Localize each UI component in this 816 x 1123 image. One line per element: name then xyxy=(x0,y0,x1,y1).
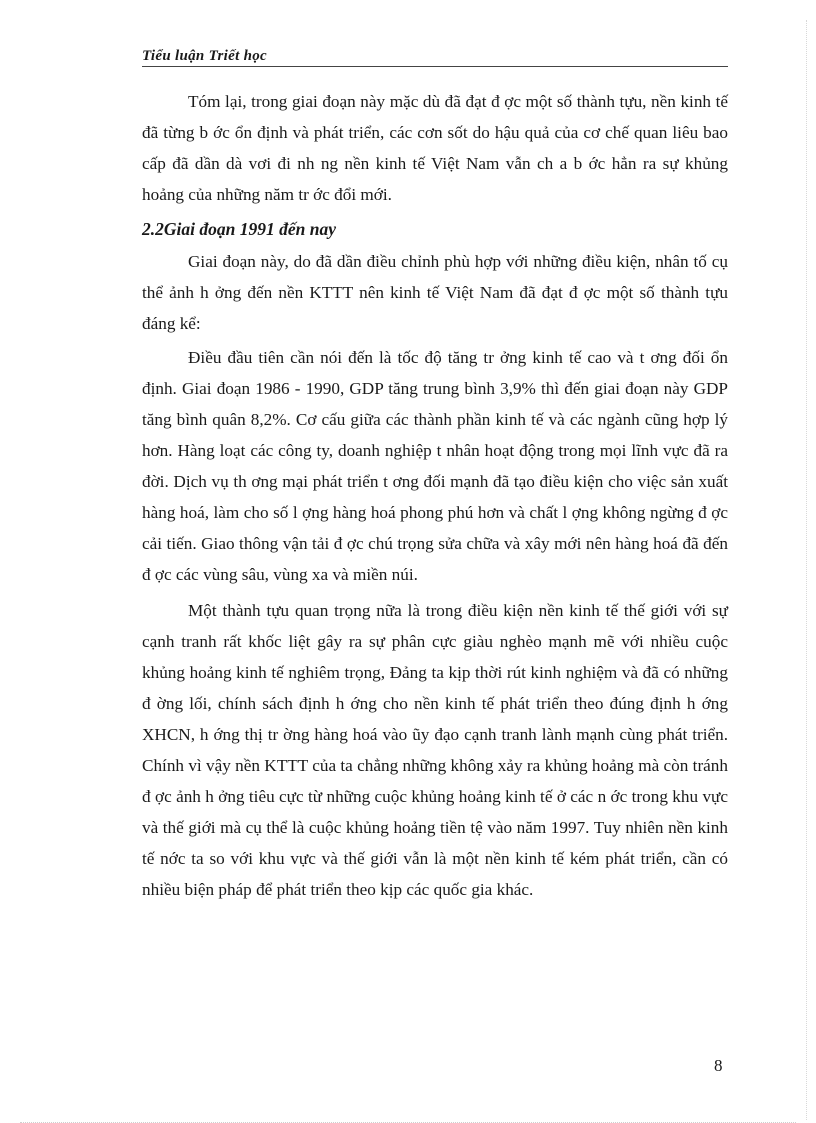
header-rule xyxy=(142,66,728,67)
paragraph-achievement: Một thành tựu quan trọng nữa là trong điều kiện nền kinh tế thế giới với sự cạnh tranh rất khốc liệt gây ra sự phân cực giàu nghèo mạnh mẽ với nhiều cuộc khủng hoảng kinh tế nghiêm trọng, Đảng ta kịp thời rút kinh nghiệm và đã có những đ ờng lối, chính sách định h ớng cho nền kinh tế phát triển theo đúng định h ớng XHCN, h ớng thị tr ờng hàng hoá vào ũy đạo cạnh tranh lành mạnh cùng phát triển. Chính vì vậy nền KTTT của ta chẳng những không xảy ra khủng hoảng mà còn tránh đ ợc ảnh h ởng tiêu cực từ những cuộc khủng hoảng kinh tế ở các n ớc trong khu vực và thế giới mà cụ thể là cuộc khủng hoảng tiền tệ vào năm 1997. Tuy nhiên nền kinh tế nớc ta so với khu vực và thế giới vẫn là một nền kinh tế kém phát triển, cần có nhiều biện pháp để phát triển theo kịp các quốc gia khác. xyxy=(142,601,728,899)
running-header xyxy=(142,48,728,68)
page-border-right xyxy=(806,20,807,1120)
paragraph-growth: Điều đầu tiên cần nói đến là tốc độ tăng tr ởng kinh tế cao và t ơng đối ổn định. Giai đoạn 1986 - 1990, GDP tăng trung bình 3,9% thì đến giai đoạn này GDP tăng bình quân 8,2%. Cơ cấu giữa các thành phần kinh tế và các ngành cũng hợp lý hơn. Hàng loạt các công ty, doanh nghiệp t nhân hoạt động trong mọi lĩnh vực đã ra đời. Dịch vụ th ơng mại phát triển t ơng đối mạnh đã tạo điều kiện cho việc sản xuất hàng hoá, làm cho số l ợng hàng hoá phong phú hơn và chất l ợng không ngừng đ ợc cải tiến. Giao thông vận tải đ ợc chú trọng sửa chữa và xây mới nên hàng hoá đã đến đ ợc các vùng sâu, vùng xa và miền núi. xyxy=(142,348,728,584)
section-heading: 2.2Giai đoạn 1991 đến nay xyxy=(142,219,336,239)
paragraph-intro: Giai đoạn này, do đã dần điều chỉnh phù hợp với những điều kiện, nhân tố cụ thể ảnh h ởng đến nền KTTT nên kinh tế Việt Nam đã đạt đ ợc một số thành tựu đáng kể: xyxy=(142,252,728,333)
body-text xyxy=(142,86,728,905)
page-number: 8 xyxy=(714,1056,723,1075)
paragraph-summary: Tóm lại, trong giai đoạn này mặc dù đã đạt đ ợc một số thành tựu, nền kinh tế đã từng b ớc ổn định và phát triển, các cơn sốt do hậu quả của cơ chế quan liêu bao cấp đã dần dà vơi đi nh ng nền kinh tế Việt Nam vẫn ch a b ớc hẳn ra sự khủng hoảng của những năm tr ớc đổi mới. xyxy=(142,92,728,204)
header-title: Tiểu luận Triết học xyxy=(142,48,268,64)
